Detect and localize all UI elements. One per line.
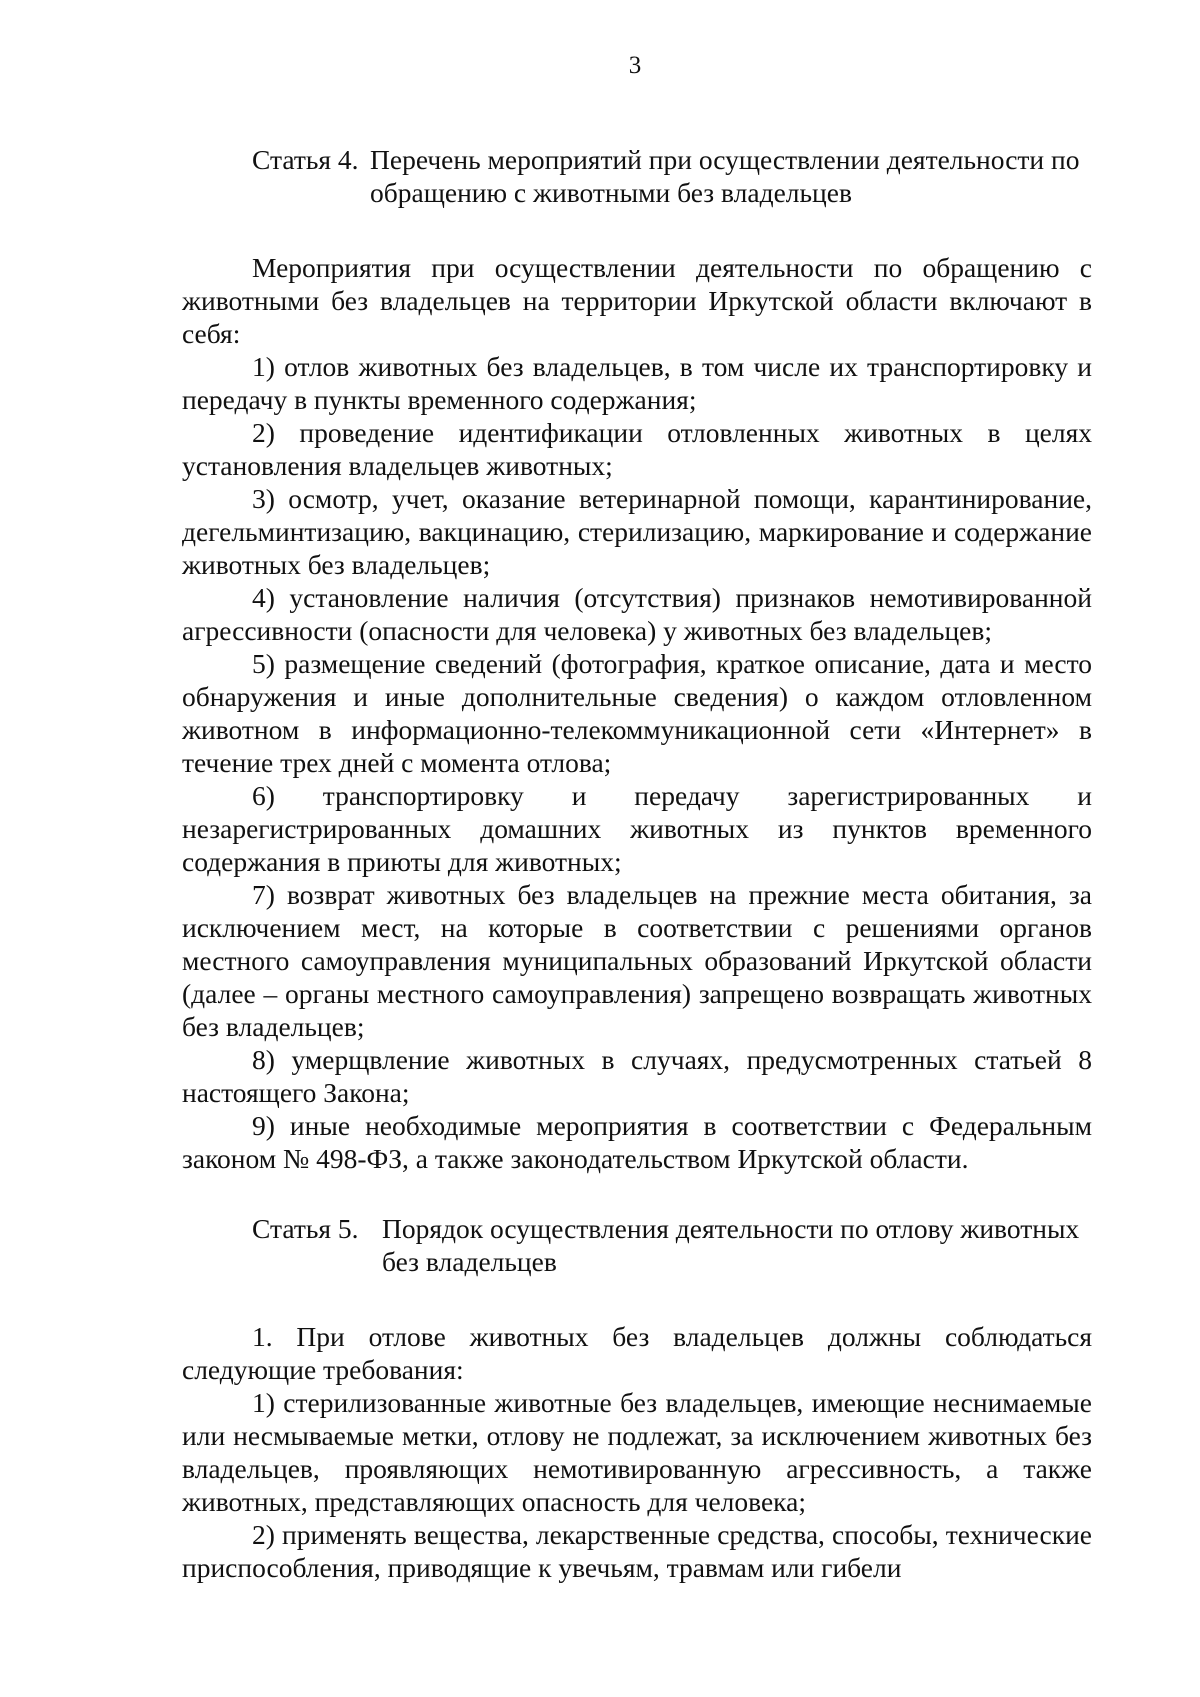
article-4-title: Перечень мероприятий при осуществлении деятельности по обращению с животными без владельцев bbox=[370, 144, 1080, 208]
article-4-item-9: 9) иные необходимые мероприятия в соответствии с Федеральным законом № 498-ФЗ, а также законодательством Иркутской области. bbox=[182, 1110, 1092, 1174]
article-4-item-2: 2) проведение идентификации отловленных животных в целях установления владельцев животных; bbox=[182, 417, 1092, 481]
article-4-item-6: 6) транспортировку и передачу зарегистрированных и незарегистрированных домашних животных из пунктов временного содержания в приюты для животных; bbox=[182, 780, 1092, 877]
article-4-item-3: 3) осмотр, учет, оказание ветеринарной помощи, карантинирование, дегельминтизацию, вакцинацию, стерилизацию, маркирование и содержание животных без владельцев; bbox=[182, 483, 1092, 580]
article-4-item-7: 7) возврат животных без владельцев на прежние места обитания, за исключением мест, на которые в соответствии с решениями органов местного самоуправления муниципальных образований Иркутской области (далее – органы местного самоуправления) запрещено возвращать животных без владельцев; bbox=[182, 879, 1092, 1042]
article-4-item-5: 5) размещение сведений (фотография, краткое описание, дата и место обнаружения и иные дополнительные сведения) о каждом отловленном животном в информационно-телекоммуникационной сети «Интернет» в течение трех дней с момента отлова; bbox=[182, 648, 1092, 778]
article-4-item-4: 4) установление наличия (отсутствия) признаков немотивированной агрессивности (опасности для человека) у животных без владельцев; bbox=[182, 582, 1092, 646]
article-4-heading bbox=[252, 143, 1092, 209]
article-4-label: Статья 4. bbox=[252, 144, 359, 175]
article-4-intro: Мероприятия при осуществлении деятельности по обращению с животными без владельцев на территории Иркутской области включают в себя: bbox=[182, 252, 1092, 349]
article-4-item-1: 1) отлов животных без владельцев, в том числе их транспортировку и передачу в пункты временного содержания; bbox=[182, 351, 1092, 415]
article-5-heading bbox=[252, 1212, 1092, 1278]
page-number: 3 bbox=[628, 52, 642, 79]
article-5-item-2: 2) применять вещества, лекарственные средства, способы, технические приспособления, приводящие к увечьям, травмам или гибели bbox=[182, 1519, 1092, 1583]
article-5-intro: 1. При отлове животных без владельцев должны соблюдаться следующие требования: bbox=[182, 1321, 1092, 1385]
document-body bbox=[182, 143, 1092, 1584]
article-5-item-1: 1) стерилизованные животные без владельцев, имеющие неснимаемые или несмываемые метки, отлову не подлежат, за исключением животных без владельцев, проявляющих немотивированную агрессивность, а также животных, представляющих опасность для человека; bbox=[182, 1387, 1092, 1517]
article-4-item-8: 8) умерщвление животных в случаях, предусмотренных статьей 8 настоящего Закона; bbox=[182, 1044, 1092, 1108]
article-5-label: Статья 5. bbox=[252, 1213, 359, 1244]
article-5-title: Порядок осуществления деятельности по отлову животных без владельцев bbox=[382, 1213, 1080, 1277]
